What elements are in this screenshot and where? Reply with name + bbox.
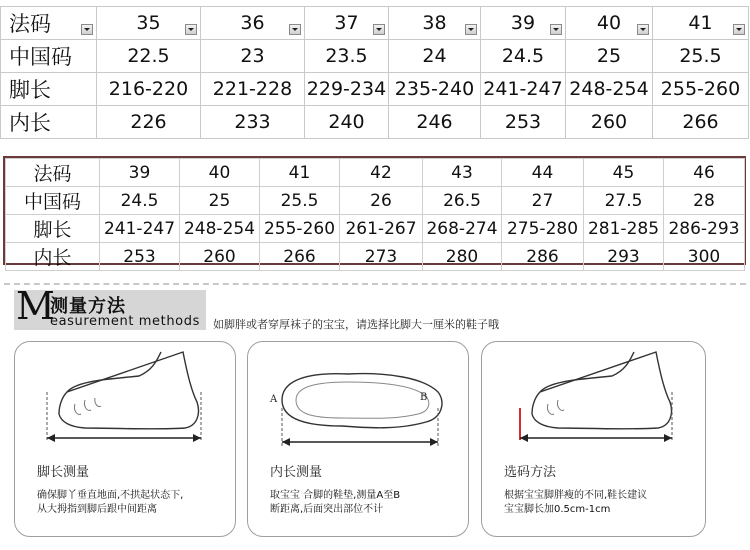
header-cell: 39 [481,7,566,40]
panel-insole-length [247,341,469,537]
table-cell: 241-247 [100,215,180,243]
panel-text: 确保脚丫垂直地面,不拱起状态下, [37,490,184,501]
size-table-bottom-frame [3,156,746,269]
table-header-row [6,159,745,187]
table-cell: 24.5 [481,40,566,73]
table-cell: 23 [201,40,305,73]
measurement-header [14,284,206,330]
panel-text: 宝宝脚长加0.5cm-1cm [504,504,611,515]
filter-dropdown-icon[interactable] [733,24,745,35]
table-header-row [1,7,749,40]
table-cell: 286-293 [664,215,745,243]
panel-title: 内长测量 [270,465,323,480]
table-cell: 25.5 [260,187,340,215]
row-label: 脚长 [6,215,100,243]
panel-title: 脚长测量 [37,465,90,480]
table-cell: 235-240 [389,73,481,106]
header-initial: M [16,284,55,328]
table-cell: 255-260 [260,215,340,243]
table-cell: 27 [502,187,584,215]
panel-text: 从大拇指到脚后跟中间距离 [37,504,157,515]
table-cell: 24.5 [100,187,180,215]
header-cell: 44 [502,159,584,187]
table-cell: 24 [389,40,481,73]
filter-dropdown-icon[interactable] [637,24,649,35]
dashed-divider [4,283,746,285]
header-cell: 41 [653,7,749,40]
table-cell: 27.5 [584,187,664,215]
filter-dropdown-icon[interactable] [81,24,93,35]
table-row [6,243,745,271]
table-cell: 221-228 [201,73,305,106]
row-label: 中国码 [6,187,100,215]
filter-dropdown-icon[interactable] [465,24,477,35]
size-table-top [0,6,749,139]
header-cell: 46 [664,159,745,187]
row-label: 内长 [6,243,100,271]
header-title: 测量方法 [50,296,126,317]
table-cell: 226 [97,106,201,139]
table-cell: 240 [305,106,389,139]
point-a-label: A [270,394,278,405]
table-cell: 266 [260,243,340,271]
table-row [6,215,745,243]
header-cell: 40 [180,159,260,187]
table-cell: 281-285 [584,215,664,243]
header-cell: 36 [201,7,305,40]
header-cell: 42 [340,159,423,187]
panel-size-selection [481,341,706,537]
table-cell: 25.5 [653,40,749,73]
table-cell: 260 [566,106,653,139]
table-cell: 260 [180,243,260,271]
table-cell: 248-254 [566,73,653,106]
filter-dropdown-icon[interactable] [373,24,385,35]
table-row [1,40,749,73]
table-cell: 233 [201,106,305,139]
header-cell: 法码 [1,7,97,40]
header-cell: 39 [100,159,180,187]
table-cell: 286 [502,243,584,271]
table-cell: 26 [340,187,423,215]
header-subtitle: easurement methods [50,314,200,329]
table-cell: 22.5 [97,40,201,73]
table-cell: 275-280 [502,215,584,243]
table-cell: 229-234 [305,73,389,106]
table-row [1,106,749,139]
header-cell: 38 [389,7,481,40]
table-cell: 246 [389,106,481,139]
table-cell: 25 [180,187,260,215]
table-cell: 23.5 [305,40,389,73]
foot-side-illustration [15,342,237,460]
table-cell: 300 [664,243,745,271]
table-cell: 293 [584,243,664,271]
point-b-label: B [420,392,428,403]
panel-text: 根据宝宝脚胖瘦的不同,鞋长建议 [504,490,648,501]
filter-dropdown-icon[interactable] [550,24,562,35]
filter-dropdown-icon[interactable] [289,24,301,35]
table-cell: 26.5 [423,187,502,215]
table-cell: 261-267 [340,215,423,243]
header-cell: 45 [584,159,664,187]
panel-text: 取宝宝 合脚的鞋垫,测量A至B [270,490,401,501]
table-cell: 280 [423,243,502,271]
table-cell: 25 [566,40,653,73]
header-cell: 37 [305,7,389,40]
table-cell: 248-254 [180,215,260,243]
measurement-note: 如脚胖或者穿厚袜子的宝宝，请选择比脚大一厘米的鞋子哦 [213,318,499,331]
row-label: 中国码 [1,40,97,73]
panel-title: 选码方法 [504,465,557,480]
header-cell: 法码 [6,159,100,187]
foot-side-illustration [482,342,707,460]
header-cell: 43 [423,159,502,187]
table-cell: 28 [664,187,745,215]
table-cell: 268-274 [423,215,502,243]
table-row [1,73,749,106]
header-cell: 41 [260,159,340,187]
panel-foot-length [14,341,236,537]
table-cell: 216-220 [97,73,201,106]
table-cell: 253 [481,106,566,139]
header-cell: 35 [97,7,201,40]
table-cell: 266 [653,106,749,139]
table-cell: 273 [340,243,423,271]
table-row [6,187,745,215]
insole-illustration [248,342,470,460]
panel-text: 断距离,后面突出部位不计 [270,504,384,515]
filter-dropdown-icon[interactable] [185,24,197,35]
row-label: 脚长 [1,73,97,106]
table-cell: 241-247 [481,73,566,106]
table-cell: 253 [100,243,180,271]
size-table-bottom [5,158,745,271]
table-cell: 255-260 [653,73,749,106]
row-label: 内长 [1,106,97,139]
header-cell: 40 [566,7,653,40]
